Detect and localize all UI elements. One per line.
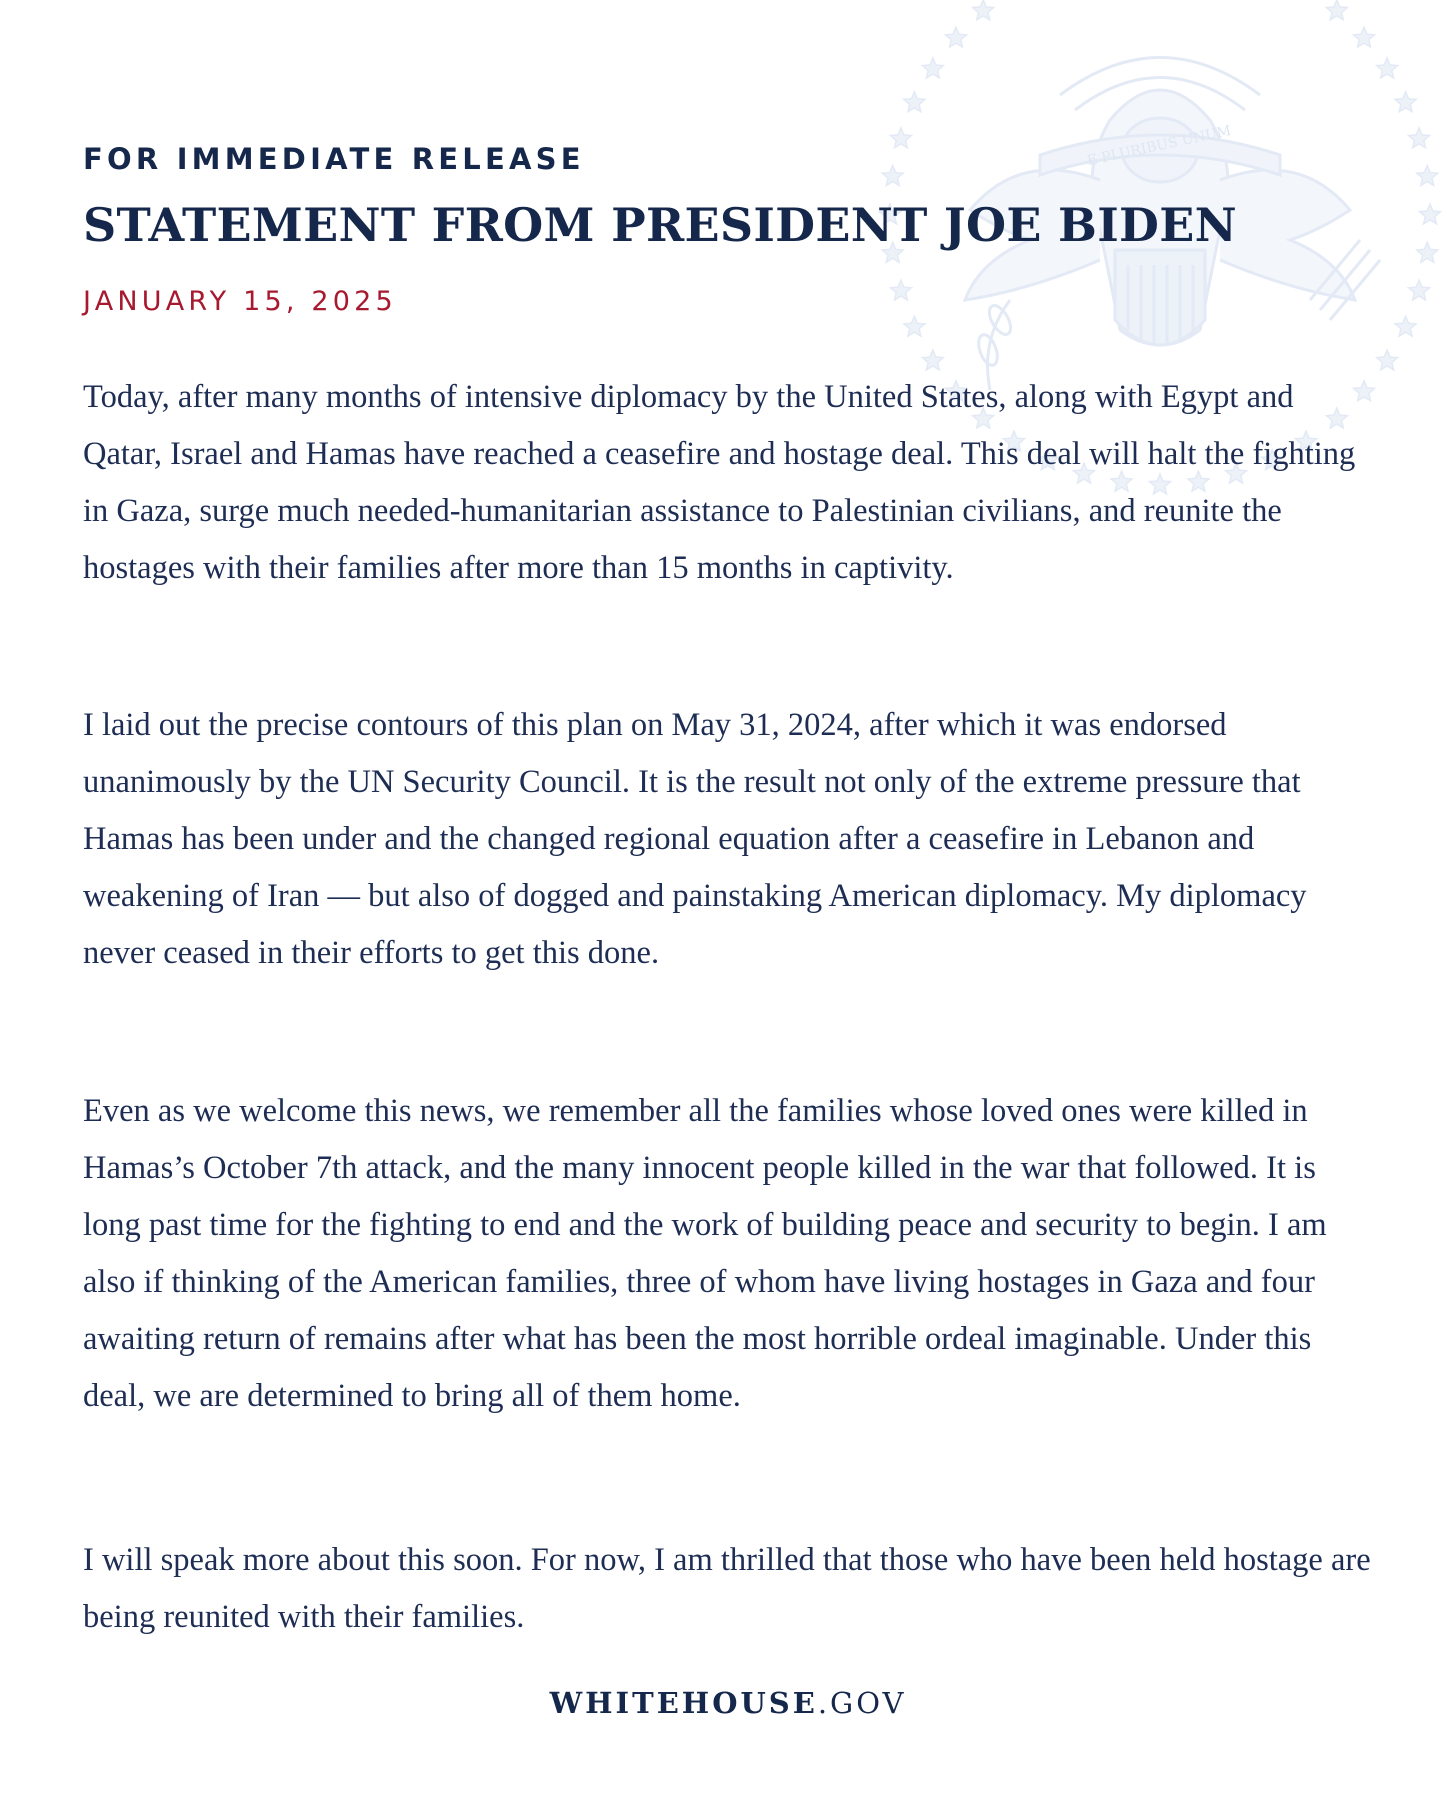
seal-star-icon (1377, 58, 1398, 78)
footer-site (83, 1686, 1373, 1720)
page-title: STATEMENT FROM PRESIDENT JOE BIDEN (83, 198, 1237, 252)
seal-star-icon (891, 128, 912, 148)
seal-star-icon (1354, 27, 1375, 47)
footer-site-tld: .GOV (817, 1686, 907, 1720)
seal-star-icon (973, 0, 994, 20)
seal-star-icon (904, 92, 925, 112)
footer-site-brand: WHITEHOUSE (549, 1686, 818, 1720)
seal-motto: E PLURIBUS UNUM (1085, 123, 1233, 170)
seal-star-icon (922, 58, 943, 78)
body-paragraph-1: Today, after many months of intensive diplomacy by the United States, along with Egypt and Qatar, Israel and Hamas have reached a ceasefire and hostage deal. This deal will halt the fighting in Gaza, surge much needed-humanitarian assistance to Palestinian civilians, and reunite the hostages with their families after more than 15 months in captivity. (83, 379, 1356, 586)
seal-star-icon (1395, 316, 1416, 336)
seal-star-icon (1377, 350, 1398, 370)
seal-star-icon (1395, 92, 1416, 112)
release-label: FOR IMMEDIATE RELEASE (83, 142, 585, 176)
seal-star-icon (1417, 166, 1438, 186)
seal-star-icon (1409, 280, 1430, 300)
seal-star-icon (1326, 0, 1347, 20)
seal-star-icon (1420, 204, 1441, 224)
seal-star-icon (1417, 242, 1438, 262)
body-paragraph-4: I will speak more about this soon. For now, I am thrilled that those who have been held hostage are being reunited with their families. (83, 1542, 1371, 1635)
seal-star-icon (904, 316, 925, 336)
seal-star-icon (882, 166, 903, 186)
body-paragraph-2: I laid out the precise contours of this plan on May 31, 2024, after which it was endorsed unanimously by the UN Security Council. It is the result not only of the extreme pressure that Hamas has been under and the changed regional equation after a ceasefire in Lebanon and weakening of Iran — but also of dogged and painstaking American diplomacy. My diplomacy never ceased in their efforts to get this done. (83, 707, 1307, 971)
seal-star-icon (946, 27, 967, 47)
seal-star-icon (891, 280, 912, 300)
seal-star-icon (922, 350, 943, 370)
seal-star-icon (1409, 128, 1430, 148)
body-paragraph-3: Even as we welcome this news, we remember all the families whose loved ones were killed in Hamas’s October 7th attack, and the many innocent people killed in the war that followed. It is long past time for the fighting to end and the work of building peace and security to begin. I am also if thinking of the American families, three of whom have living hostages in Gaza and four awaiting return of remains after what has been the most horrible ordeal imaginable. Under this deal, we are determined to bring all of them home. (83, 1093, 1327, 1414)
release-date: JANUARY 15, 2025 (83, 286, 397, 317)
